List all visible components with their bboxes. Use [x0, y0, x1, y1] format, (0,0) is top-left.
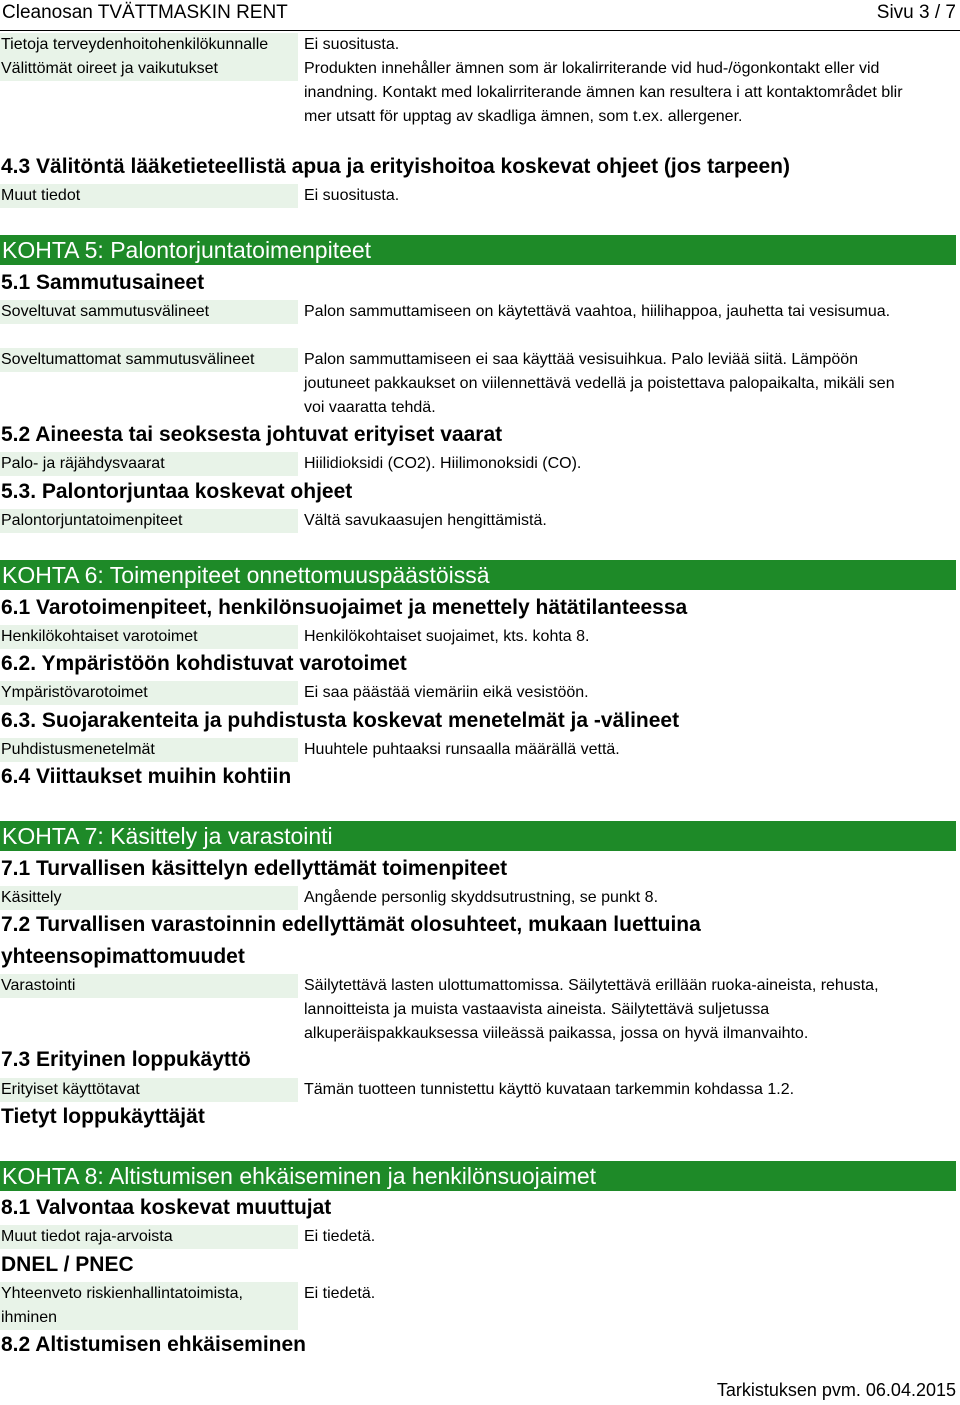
page-number: Sivu 3 / 7 — [876, 2, 956, 23]
subsection-heading: 7.1 Turvallisen käsittelyn edellyttämät toimenpiteet — [1, 857, 508, 880]
row-value: Ei saa päästää viemäriin eikä vesistöön. — [304, 684, 589, 701]
subsection-heading: Tietyt loppukäyttäjät — [1, 1105, 205, 1128]
subsection-heading: 8.1 Valvontaa koskevat muuttujat — [1, 1196, 332, 1219]
row-label: Soveltumattomat sammutusvälineet — [0, 348, 298, 372]
section-bar: KOHTA 8: Altistumisen ehkäiseminen ja henkilönsuojaimet — [0, 1161, 956, 1191]
row-value: Angående personlig skyddsutrustning, se punkt 8. — [304, 889, 659, 906]
subsection-heading: 6.2. Ympäristöön kohdistuvat varotoimet — [1, 652, 407, 675]
row-label: Välittömät oireet ja vaikutukset — [0, 57, 298, 81]
row-label: Käsittely — [0, 886, 298, 910]
row-label: Muut tiedot raja-arvoista — [0, 1225, 298, 1249]
row-value: Hiilidioksidi (CO2). Hiilimonoksidi (CO). — [304, 455, 582, 472]
row-label: Tietoja terveydenhoitohenkilökunnalle — [0, 33, 298, 57]
document-title: Cleanosan TVÄTTMASKIN RENT — [2, 2, 288, 23]
header-divider — [0, 30, 960, 31]
section-bar: KOHTA 7: Käsittely ja varastointi — [0, 821, 956, 851]
subsection-heading: 5.2 Aineesta tai seoksesta johtuvat erityiset vaarat — [1, 423, 503, 446]
row-value: Henkilökohtaiset suojaimet, kts. kohta 8. — [304, 628, 590, 645]
row-label: Puhdistusmenetelmät — [0, 738, 298, 762]
subsection-heading: 7.2 Turvallisen varastoinnin edellyttämät olosuhteet, mukaan luettuina — [1, 913, 701, 936]
subsection-heading: 6.1 Varotoimenpiteet, henkilönsuojaimet ja menettely hätätilanteessa — [1, 596, 688, 619]
row-label: Soveltuvat sammutusvälineet — [0, 300, 298, 324]
row-label: Yhteenveto riskienhallintatoimista, ihminen — [0, 1282, 298, 1330]
subsection-heading: 5.3. Palontorjuntaa koskevat ohjeet — [1, 480, 353, 503]
row-value: Palon sammuttamiseen on käytettävä vaahtoa, hiilihappoa, jauhetta tai vesisumua. — [304, 303, 891, 320]
section-bar: KOHTA 6: Toimenpiteet onnettomuuspäästöissä — [0, 560, 956, 590]
page-header — [0, 2, 960, 28]
row-label: Palo- ja räjähdysvaarat — [0, 452, 298, 476]
row-value: Ei suositusta. — [304, 36, 400, 53]
row-value: Huuhtele puhtaaksi runsaalla määrällä vettä. — [304, 741, 620, 758]
subsection-heading: 7.3 Erityinen loppukäyttö — [1, 1048, 251, 1071]
revision-date: Tarkistuksen pvm. 06.04.2015 — [716, 1380, 956, 1400]
subsection-heading: 6.4 Viittaukset muihin kohtiin — [1, 765, 292, 788]
row-value: Vältä savukaasujen hengittämistä. — [304, 512, 547, 529]
subsection-heading: 5.1 Sammutusaineet — [1, 271, 205, 294]
row-value: Ei suositusta. — [304, 187, 400, 204]
subsection-heading: 6.3. Suojarakenteita ja puhdistusta koskevat menetelmät ja -välineet — [1, 709, 680, 732]
row-value: Ei tiedetä. — [304, 1285, 376, 1302]
row-value: Palon sammuttamiseen ei saa käyttää vesisuihkua. Palo leviää siitä. Lämpöön joutuneet pakkaukset on viilennettävä vedellä ja poistettava palopaikalta, mikäli sen voi vaaratta tehdä. — [304, 351, 895, 416]
subsection-heading: DNEL / PNEC — [1, 1253, 134, 1276]
subsection-heading: yhteensopimattomuudet — [1, 945, 245, 968]
row-label: Ympäristövarotoimet — [0, 681, 298, 705]
row-value: Produkten innehåller ämnen som är lokalirriterande vid hud-/ögonkontakt eller vid inandning. Kontakt med lokalirriterande ämnen kan resultera i att kontaktområdet blir mer utsatt för upptag av skadliga ämnen, som t.ex. allergener. — [304, 60, 903, 125]
row-value: Ei tiedetä. — [304, 1228, 376, 1245]
row-label: Henkilökohtaiset varotoimet — [0, 625, 298, 649]
subsection-heading: 8.2 Altistumisen ehkäiseminen — [1, 1333, 307, 1356]
row-value: Säilytettävä lasten ulottumattomissa. Säilytettävä erillään ruoka-aineista, rehusta, lannoitteista ja muista vastaavista aineista. Säilytettävä suljetussa alkuperäispakkauksessa viileässä paikassa, jossa on hyvä ilmanvaihto. — [304, 977, 879, 1042]
row-label: Varastointi — [0, 974, 298, 998]
section-bar: KOHTA 5: Palontorjuntatoimenpiteet — [0, 235, 956, 265]
row-label: Muut tiedot — [0, 184, 298, 208]
row-label: Palontorjuntatoimenpiteet — [0, 509, 298, 533]
row-label: Erityiset käyttötavat — [0, 1078, 298, 1102]
subsection-heading: 4.3 Välitöntä lääketieteellistä apua ja erityishoitoa koskevat ohjeet (jos tarpeen) — [1, 155, 790, 178]
row-value: Tämän tuotteen tunnistettu käyttö kuvataan tarkemmin kohdassa 1.2. — [304, 1081, 795, 1098]
